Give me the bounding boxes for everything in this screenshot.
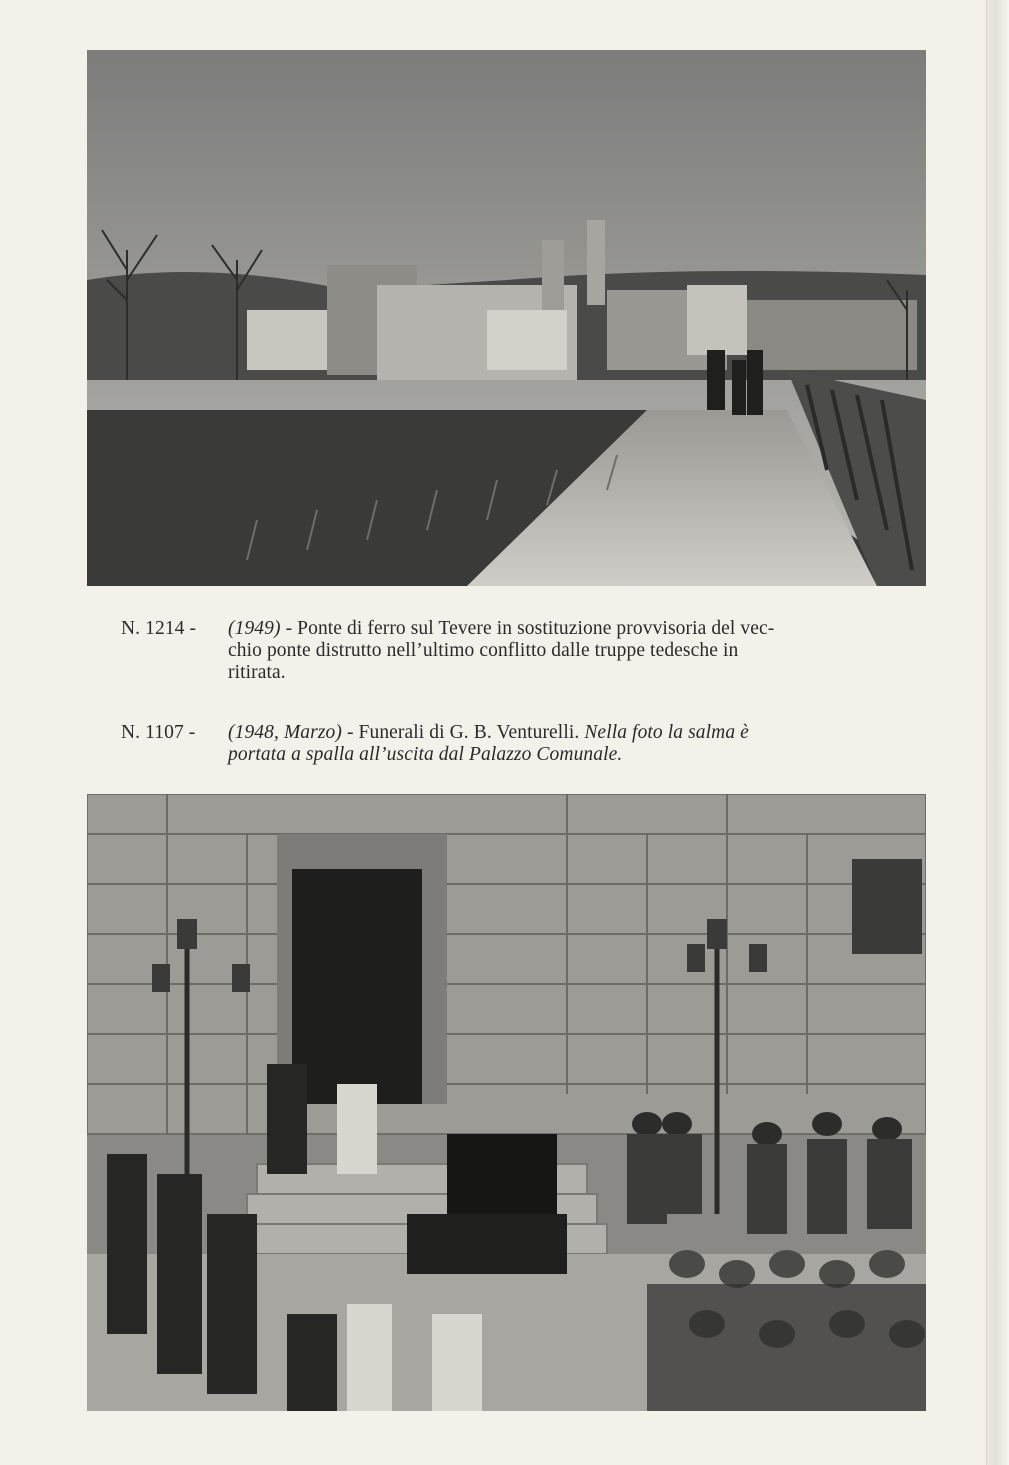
caption-text: - Funerali di G. B. Venturelli. — [346, 722, 580, 743]
caption-line-2: chio ponte distrutto nell’ultimo conflitto dalle truppe tedesche in — [228, 640, 739, 661]
caption-line-3: ritirata. — [228, 662, 286, 683]
page-edge — [986, 0, 1009, 1465]
caption-date: (1948, Marzo) — [228, 722, 342, 743]
caption-bridge — [121, 618, 881, 688]
caption-line-1 — [228, 722, 881, 744]
caption-funeral — [121, 722, 881, 770]
caption-date: (1949) — [228, 618, 281, 639]
caption-number: N. 1214 - — [121, 618, 197, 639]
funeral-photo — [87, 794, 926, 1411]
caption-italic-text: Nella foto la salma è — [584, 722, 749, 743]
bridge-photo — [87, 50, 926, 586]
caption-line-1 — [228, 618, 881, 640]
caption-line-2: portata a spalla all’uscita dal Palazzo Comunale. — [228, 744, 623, 765]
caption-text: - Ponte di ferro sul Tevere in sostituzione provvisoria del vec- — [285, 618, 775, 639]
caption-number: N. 1107 - — [121, 722, 196, 743]
